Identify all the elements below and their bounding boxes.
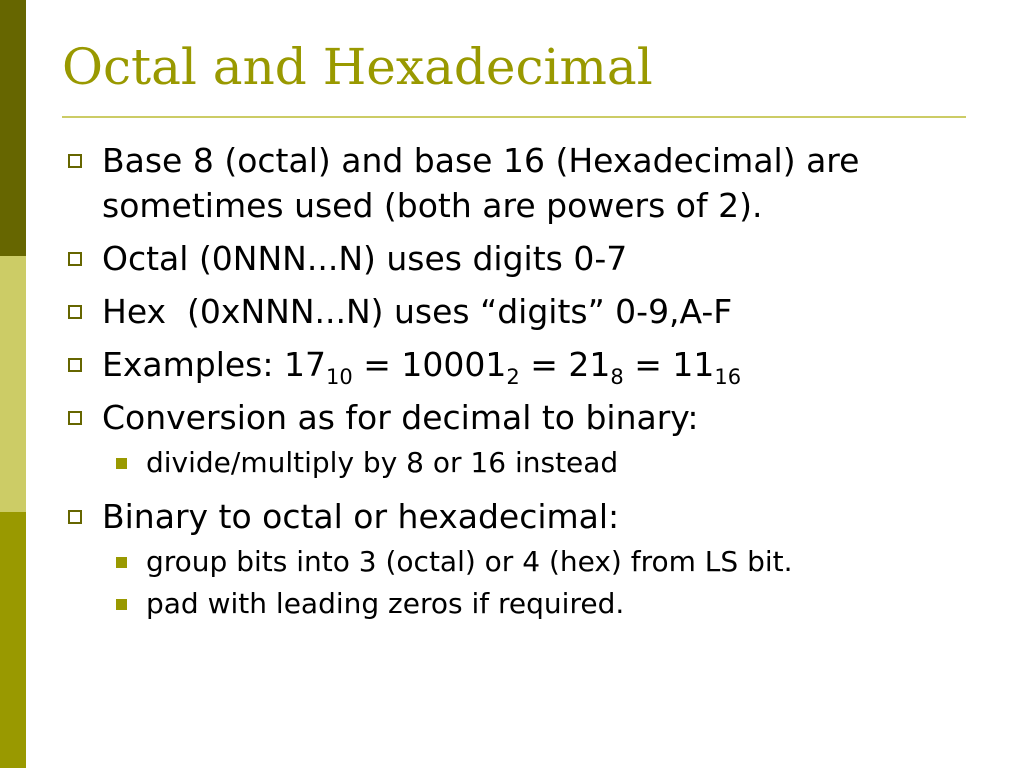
bullet-conversion xyxy=(64,395,964,440)
slide-title: Octal and Hexadecimal xyxy=(62,38,653,96)
example-base-binary: 2 xyxy=(506,365,520,389)
square-bullet-icon xyxy=(68,252,82,266)
equals-separator: = xyxy=(352,345,402,384)
bullet-text: Conversion as for decimal to binary: xyxy=(102,398,699,437)
bullet-text: Binary to octal or hexadecimal: xyxy=(102,497,620,536)
side-bar-top-segment xyxy=(0,0,26,256)
solid-square-bullet-icon xyxy=(116,458,127,469)
sub-bullet-text: pad with leading zeros if required. xyxy=(146,587,625,620)
sub-bullet-group-bits xyxy=(64,543,964,581)
example-base-decimal: 10 xyxy=(325,365,353,389)
example-base-hex: 16 xyxy=(714,365,742,389)
bullet-octal xyxy=(64,236,964,281)
sub-bullet-divide-multiply xyxy=(64,444,964,482)
example-value-decimal: 17 xyxy=(283,345,326,384)
square-bullet-icon xyxy=(68,411,82,425)
example-value-hex: 11 xyxy=(672,345,715,384)
bullet-binary-to-octal-hex xyxy=(64,494,964,539)
bullet-text: Base 8 (octal) and base 16 (Hexadecimal) are sometimes used (both are powers of 2). xyxy=(102,141,860,225)
square-bullet-icon xyxy=(68,305,82,319)
square-bullet-icon xyxy=(68,510,82,524)
slide-body xyxy=(64,138,964,631)
solid-square-bullet-icon xyxy=(116,557,127,568)
example-value-binary: 10001 xyxy=(401,345,507,384)
sub-bullet-pad-zeros xyxy=(64,585,964,623)
square-bullet-icon xyxy=(68,358,82,372)
square-bullet-icon xyxy=(68,154,82,168)
sub-bullet-text: divide/multiply by 8 or 16 instead xyxy=(146,446,619,479)
equals-separator: = xyxy=(623,345,673,384)
bullet-hex xyxy=(64,289,964,334)
side-bar-bottom-segment xyxy=(0,512,26,768)
example-base-octal: 8 xyxy=(610,365,624,389)
solid-square-bullet-icon xyxy=(116,599,127,610)
bullet-text: Octal (0NNN...N) uses digits 0-7 xyxy=(102,239,628,278)
side-bar-middle-segment xyxy=(0,256,26,512)
title-underline xyxy=(62,116,966,118)
example-value-octal: 21 xyxy=(568,345,611,384)
examples-label: Examples: xyxy=(102,345,284,384)
sub-bullet-text: group bits into 3 (octal) or 4 (hex) from LS bit. xyxy=(146,545,793,578)
equals-separator: = xyxy=(519,345,569,384)
bullet-examples xyxy=(64,342,964,387)
bullet-text: Hex (0xNNN...N) uses “digits” 0-9,A-F xyxy=(102,292,733,331)
bullet-base-8-and-16 xyxy=(64,138,964,228)
